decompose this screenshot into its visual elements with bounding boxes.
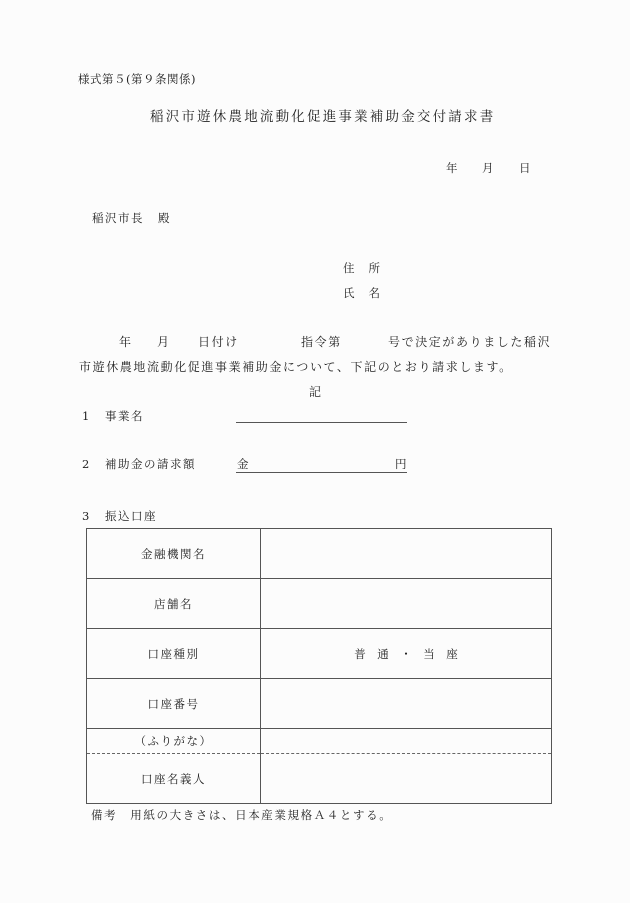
account-number-field[interactable]: [261, 679, 552, 729]
bank-account-table: [86, 528, 552, 804]
branch-name-field[interactable]: [261, 579, 552, 629]
name-label: [343, 288, 380, 300]
item-1-number: 1: [82, 409, 90, 423]
account-holder-label: 口座名義人: [87, 754, 261, 804]
ki-label: 記: [309, 385, 322, 399]
item-2-label: 補助金の請求額: [105, 457, 196, 471]
item-1-label: 事業名: [105, 409, 144, 423]
table-row: [87, 629, 552, 679]
furigana-field[interactable]: [261, 729, 552, 754]
account-type-label: 口座種別: [87, 629, 261, 679]
date-day: 日: [519, 161, 531, 175]
item-2-number: 2: [82, 457, 90, 471]
item-3-number: 3: [82, 509, 90, 523]
bank-name-field[interactable]: [261, 529, 552, 579]
branch-name-label: 店舗名: [87, 579, 261, 629]
address-label: [343, 263, 380, 275]
document-title: 稲沢市遊休農地流動化促進事業補助金交付請求書: [150, 109, 496, 125]
amount-prefix: 金: [237, 457, 249, 471]
body-month: 月: [157, 335, 171, 349]
address-label-1: 住: [343, 261, 355, 275]
item-3-label: 振込口座: [105, 509, 157, 523]
addressee-name: 稲沢市長: [92, 211, 144, 225]
body-line1-rest: 号で決定がありました稲沢: [388, 335, 552, 349]
bank-name-label: 金融機関名: [87, 529, 261, 579]
account-type-options[interactable]: 普 通 ・ 当 座: [261, 629, 552, 679]
body-year: 年: [119, 335, 133, 349]
project-name-line[interactable]: [236, 422, 407, 423]
date-month: 月: [482, 161, 494, 175]
table-row: [87, 754, 552, 804]
addressee: [92, 213, 171, 225]
date-year: 年: [446, 161, 458, 175]
table-row: [87, 729, 552, 754]
account-holder-field[interactable]: [261, 754, 552, 804]
amount-suffix: 円: [395, 457, 407, 471]
furigana-label: （ふりがな）: [87, 729, 261, 754]
body-day-suffix: 日付け: [198, 335, 239, 349]
body-order: 指令第: [301, 335, 342, 349]
table-row: [87, 579, 552, 629]
name-label-2: 名: [368, 286, 380, 300]
body-line2: 市遊休農地流動化促進事業補助金について、下記のとおり請求します。: [79, 360, 513, 374]
name-label-1: 氏: [343, 286, 355, 300]
remarks-note: 備考 用紙の大きさは、日本産業規格Ａ４とする。: [91, 808, 393, 822]
table-row: [87, 529, 552, 579]
form-number: 様式第５(第９条関係): [78, 72, 196, 86]
account-number-label: 口座番号: [87, 679, 261, 729]
address-label-2: 所: [368, 261, 380, 275]
table-row: [87, 679, 552, 729]
addressee-honorific: 殿: [158, 211, 171, 225]
amount-line[interactable]: [236, 472, 407, 473]
